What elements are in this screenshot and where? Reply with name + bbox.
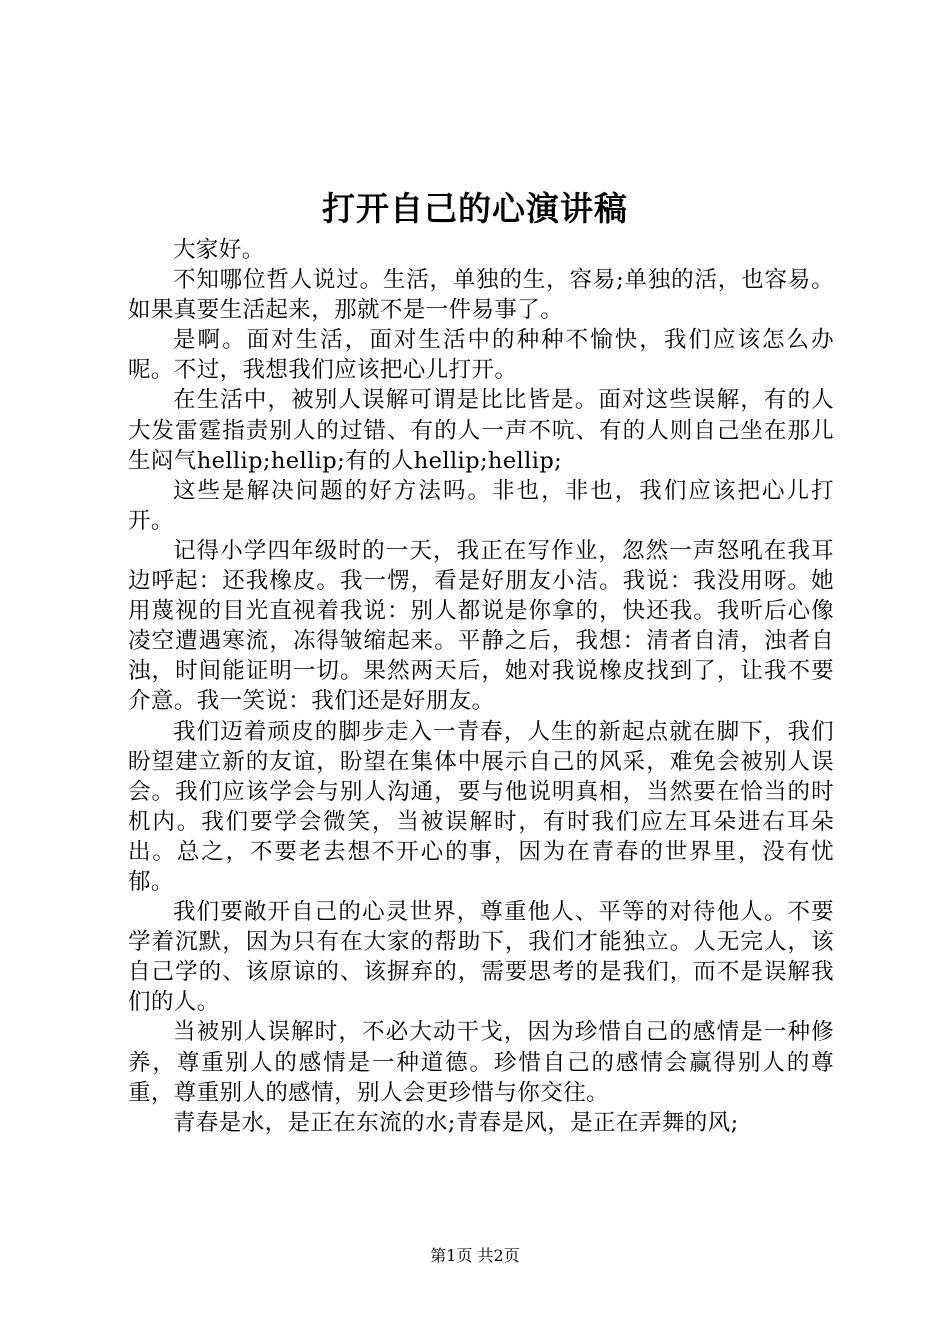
paragraph: 不知哪位哲人说过。生活，单独的生，容易;单独的活，也容易。如果真要生活起来，那就不是一件易事了。 bbox=[128, 267, 834, 324]
document-body bbox=[128, 235, 834, 1138]
paragraph: 是啊。面对生活，面对生活中的种种不愉快，我们应该怎么办呢。不过，我想我们应该把心儿打开。 bbox=[128, 327, 834, 384]
paragraph: 我们要敞开自己的心灵世界，尊重他人、平等的对待他人。不要学着沉默，因为只有在大家的帮助下，我们才能独立。人无完人，该自己学的、该原谅的、该摒弃的，需要思考的是我们，而不是误解我们的人。 bbox=[128, 899, 834, 1016]
paragraph: 这些是解决问题的好方法吗。非也，非也，我们应该把心儿打开。 bbox=[128, 477, 834, 534]
paragraph: 当被别人误解时，不必大动干戈，因为珍惜自己的感情是一种修养，尊重别人的感情是一种道德。珍惜自己的感情会赢得别人的尊重，尊重别人的感情，别人会更珍惜与你交往。 bbox=[128, 1019, 834, 1106]
paragraph: 记得小学四年级时的一天，我正在写作业，忽然一声怒吼在我耳边呼起：还我橡皮。我一愣，看是好朋友小洁。我说：我没用呀。她用蔑视的目光直视着我说：别人都说是你拿的，快还我。我听后心像凌空遭遇寒流，冻得皱缩起来。平静之后，我想：清者自清，浊者自浊，时间能证明一切。果然两天后，她对我说橡皮找到了，让我不要介意。我一笑说：我们还是好朋友。 bbox=[128, 537, 834, 715]
page-number-footer: 第1页 共2页 bbox=[430, 1246, 520, 1265]
paragraph: 大家好。 bbox=[173, 237, 265, 263]
paragraph: 青春是水，是正在东流的水;青春是风，是正在弄舞的风; bbox=[173, 1109, 739, 1136]
paragraph: 我们迈着顽皮的脚步走入一青春，人生的新起点就在脚下，我们盼望建立新的友谊，盼望在集体中展示自己的风采，难免会被别人误会。我们应该学会与别人沟通，要与他说明真相，当然要在恰当的时机内。我们要学会微笑，当被误解时，有时我们应左耳朵进右耳朵出。总之，不要老去想不开心的事，因为在青春的世界里，没有忧郁。 bbox=[128, 718, 834, 895]
paragraph: 在生活中，被别人误解可谓是比比皆是。面对这些误解，有的人大发雷霆指责别人的过错、有的人一声不吭、有的人则自己坐在那儿生闷气hellip;hellip;有的人hellip;hellip; bbox=[128, 387, 834, 474]
document-title: 打开自己的心演讲稿 bbox=[322, 189, 628, 228]
